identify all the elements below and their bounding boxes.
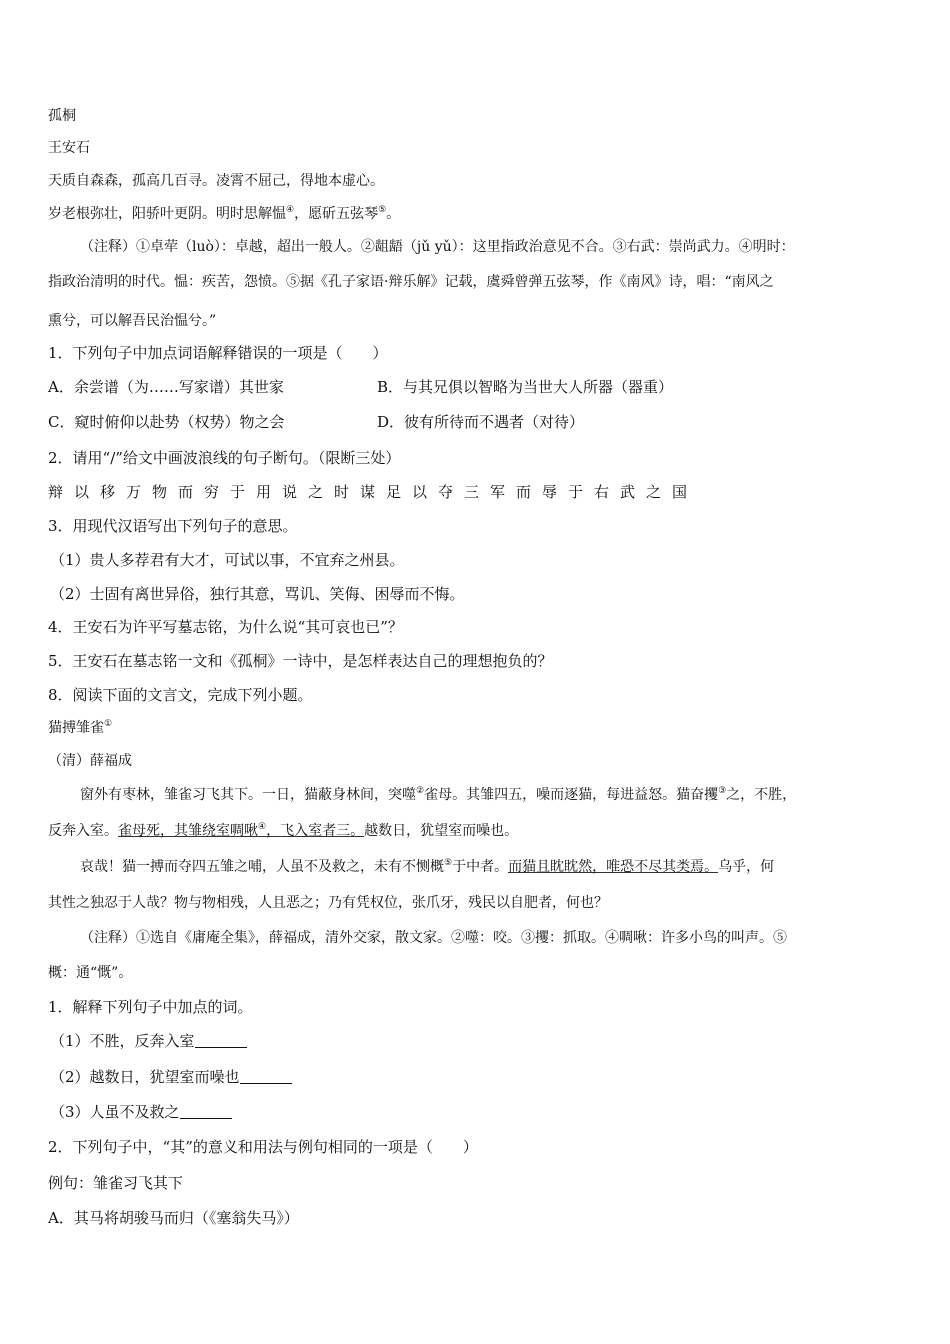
question-3-item-2: （2）士固有离世异俗，独行其意，骂讥、笑侮、困辱而不悔。 [50, 585, 465, 603]
poem-line-1: 天质自森森，孤高几百寻。凌霄不屈己，得地本虚心。 [48, 173, 384, 189]
sub-question-1-item-1: （1）不胜，反奔入室 [50, 1031, 247, 1051]
poem-author: 王安石 [48, 140, 90, 156]
sub-question-2-example: 例句：雏雀习飞其下 [48, 1174, 184, 1192]
sub-question-2: 2．下列句子中，“其”的意义和用法与例句相同的一项是（ ） [48, 1138, 478, 1156]
sub-question-1-item-2: （2）越数日，犹望室而噪也 [50, 1067, 292, 1087]
sub-question-1-item-3: （3）人虽不及救之 [50, 1102, 232, 1122]
text-paragraph-line-2: 反奔入室。雀母死，其雏绕室啁啾④，飞入室者三。越数日，犹望室而噪也。 [48, 822, 519, 839]
question-1-option-d: D．彼有所待而不遇者（对待） [377, 413, 585, 431]
poem-note-line-2: 指政治清明的时代。愠：疾苦，怨愤。⑤据《孔子家语·辩乐解》记载，虞舜曾弹五弦琴，作《南风》诗，唱：“南风之 [48, 274, 774, 290]
answer-blank[interactable] [195, 1032, 247, 1048]
poem-title: 孤桐 [48, 108, 76, 124]
question-1-option-b: B．与其兄俱以智略为当世大人所器（器重） [377, 378, 674, 396]
question-4: 4．王安石为许平写墓志铭，为什么说“其可哀也已”？ [48, 618, 403, 636]
poem-line-2: 岁老根弥壮，阳骄叶更阴。明时思解愠④，愿斫五弦琴⑤。 [48, 205, 401, 222]
question-1-option-c: C．窥时俯仰以赴势（权势）物之会 [48, 413, 285, 431]
question-2: 2．请用“/”给文中画波浪线的句子断句。（限断三处） [48, 449, 401, 467]
answer-blank[interactable] [240, 1068, 292, 1084]
text-note-line-1: （注释）①选自《庸庵全集》，薛福成，清外交家，散文家。②噬：咬。③攫：抓取。④啁啾：许多小鸟的叫声。⑤ [80, 930, 787, 946]
text-author: （清）薛福成 [48, 753, 132, 769]
poem-note-line-1: （注释）①卓荦（luò）：卓越，超出一般人。②龃龉（jǔ yǔ）：这里指政治意见不合。③右武：崇尚武力。④明时： [80, 239, 795, 255]
question-5: 5．王安石在墓志铭一文和《孤桐》一诗中，是怎样表达自己的理想抱负的？ [48, 652, 553, 670]
section-8-heading: 8．阅读下面的文言文，完成下列小题。 [48, 686, 313, 704]
poem-note-line-3: 熏兮，可以解吾民治愠兮。” [48, 313, 217, 329]
underlined-sentence-2: 而猫且眈眈然，唯恐不尽其类焉。 [508, 859, 719, 875]
question-3-item-1: （1）贵人多荐君有大才，可试以事，不宜弃之州县。 [50, 551, 405, 569]
question-2-text: 辩以移万物而穷于用说之时谋足以夺三军而辱于右武之国 [48, 483, 699, 501]
text-title: 猫搏雏雀① [48, 719, 113, 736]
text-paragraph-line-3: 哀哉！猫一搏而夺四五雏之哺，人虽不及救之，未有不恻概⑤于中者。而猫且眈眈然，唯恐不尽其类焉。乌乎，何 [80, 858, 775, 875]
sub-question-1: 1．解释下列句子中加点的词。 [48, 998, 253, 1016]
text-paragraph-line-4: 其性之独忍于人哉？物与物相残，人且恶之；乃有凭权位，张爪牙，残民以自肥者，何也？ [48, 895, 608, 911]
question-3: 3．用现代汉语写出下列句子的意思。 [48, 517, 298, 535]
text-note-line-2: 概：通“慨”。 [48, 965, 133, 981]
question-1-option-a: A．余尝谱（为……写家谱）其世家 [48, 378, 284, 396]
question-1: 1．下列句子中加点词语解释错误的一项是（ ） [48, 344, 388, 362]
sub-question-2-option-a: A．其马将胡骏马而归（《塞翁失马》） [48, 1209, 299, 1227]
text-paragraph-line-1: 窗外有枣林，雏雀习飞其下。一日，猫蔽身林间，突噬②雀母。其雏四五，噪而逐猫，每进益怒。猫奋攫③之，不胜， [80, 786, 797, 803]
underlined-sentence-1: 雀母死，其雏绕室啁啾④，飞入室者三。 [118, 822, 365, 839]
answer-blank[interactable] [180, 1103, 232, 1119]
